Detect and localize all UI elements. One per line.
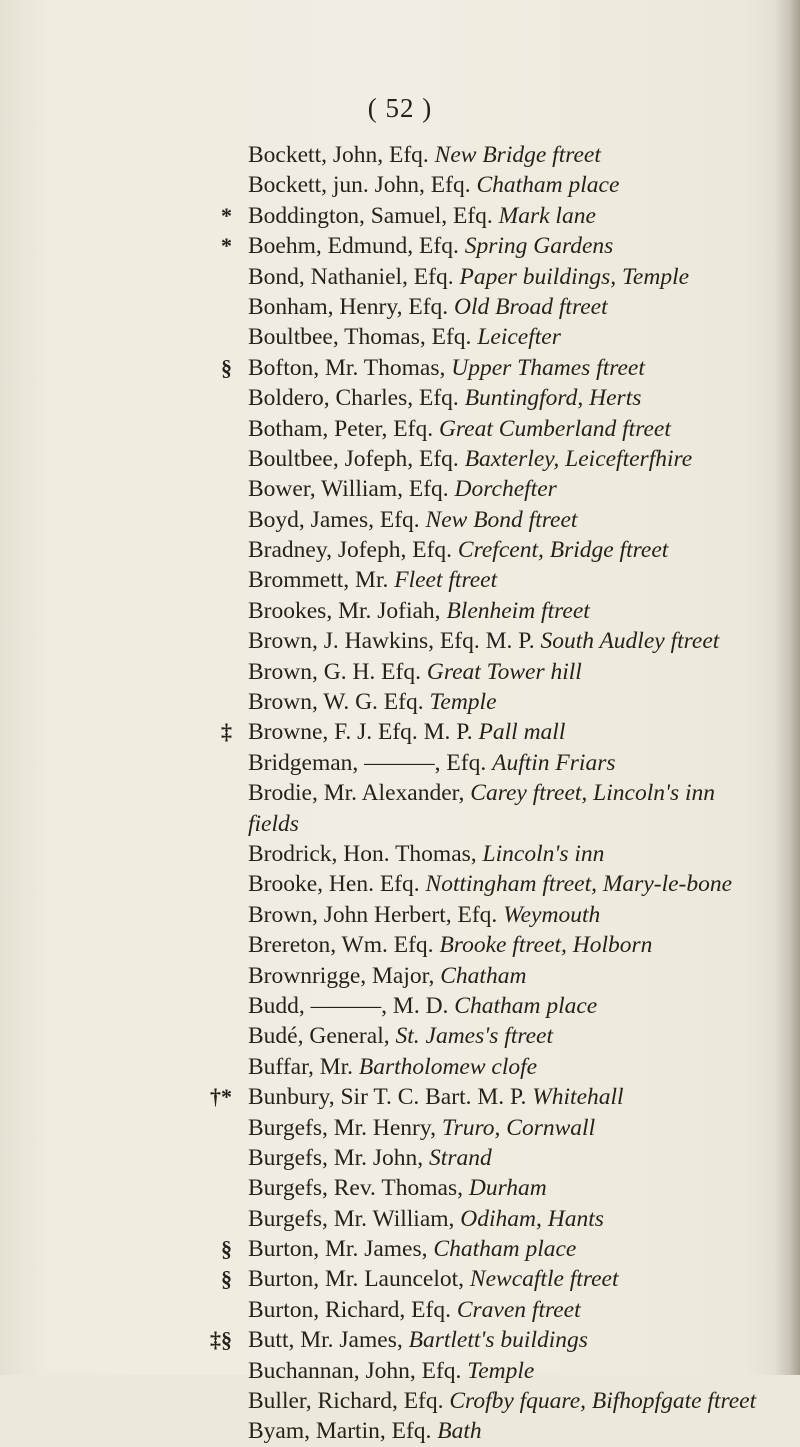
entry-name: Buchannan, John, Efq. — [248, 1357, 462, 1384]
entry-location: Durham — [468, 1175, 547, 1202]
entry-text — [248, 1416, 482, 1446]
entry-text — [248, 1113, 595, 1143]
entry-location: Brooke ftreet, Holborn — [439, 932, 653, 959]
entry-name: Burgefs, Mr. William, — [248, 1205, 455, 1232]
entry-text — [248, 717, 565, 747]
entry-location: Newcaftle ftreet — [469, 1266, 619, 1293]
list-item — [0, 1021, 800, 1051]
list-item — [0, 687, 800, 717]
entry-mark: †* — [210, 1084, 232, 1110]
entry-text — [248, 1173, 547, 1203]
entry-name: Boldero, Charles, Efq. — [248, 385, 459, 412]
entry-text — [248, 1204, 604, 1234]
entry-text — [248, 1325, 588, 1355]
list-item — [0, 1052, 800, 1082]
entry-location: Bath — [437, 1418, 482, 1445]
list-item — [0, 1143, 800, 1173]
entry-location: Auftin Friars — [492, 749, 616, 776]
entry-location: Paper buildings, Temple — [459, 263, 690, 290]
entry-text — [248, 1264, 619, 1294]
entry-location: Dorchefter — [454, 476, 557, 503]
entry-location: Truro, Cornwall — [441, 1114, 596, 1141]
entry-location: Chatham — [440, 962, 527, 989]
entry-text — [248, 1021, 553, 1051]
entry-location: Old Broad ftreet — [454, 293, 608, 320]
entry-name: Bockett, jun. John, Efq. — [248, 172, 471, 199]
list-item — [0, 991, 800, 1021]
list-item — [0, 900, 800, 930]
list-item — [0, 1082, 800, 1112]
entry-text — [248, 535, 668, 565]
list-item — [0, 1295, 800, 1325]
list-item — [0, 353, 800, 383]
entry-text — [248, 201, 596, 231]
entry-text — [248, 505, 577, 535]
entry-name: Burgefs, Mr. Henry, — [248, 1114, 436, 1141]
entry-location: Spring Gardens — [464, 233, 614, 260]
entry-text — [248, 748, 616, 778]
subscriber-list — [0, 140, 800, 1447]
list-item — [0, 748, 800, 778]
entry-name: Bond, Nathaniel, Efq. — [248, 263, 454, 290]
entry-mark: § — [221, 354, 232, 380]
list-item — [0, 839, 800, 869]
list-item — [0, 1356, 800, 1386]
entry-text — [248, 1386, 756, 1416]
entry-name: Boehm, Edmund, Efq. — [248, 233, 459, 260]
entry-text — [248, 900, 600, 930]
entry-name: Burgefs, Mr. John, — [248, 1144, 424, 1171]
entry-location: Bartholomew clofe — [358, 1053, 538, 1080]
entry-location: New Bridge ftreet — [434, 142, 601, 168]
entry-text — [248, 657, 582, 687]
entry-text — [248, 170, 619, 200]
entry-text — [248, 231, 613, 261]
entry-name: Burton, Mr. James, — [248, 1236, 428, 1263]
entry-text — [248, 809, 299, 839]
list-item — [0, 292, 800, 322]
entry-location: Fleet ftreet — [394, 567, 498, 594]
entry-name: Brown, J. Hawkins, Efq. M. P. — [248, 628, 535, 655]
list-item — [0, 414, 800, 444]
entry-text — [248, 1295, 581, 1325]
entry-location: Chatham place — [433, 1236, 577, 1263]
entry-name: Boultbee, Thomas, Efq. — [248, 324, 472, 351]
entry-name: Browne, F. J. Efq. M. P. — [248, 719, 473, 746]
entry-name: Brommett, Mr. — [248, 567, 389, 594]
entry-mark: ‡ — [221, 719, 232, 745]
entry-name: Brodie, Mr. Alexander, — [248, 780, 465, 807]
entry-location: Baxterley, Leicefterfhire — [464, 445, 693, 472]
entry-name: Burgefs, Rev. Thomas, — [248, 1175, 463, 1202]
entry-text — [248, 565, 497, 595]
list-item — [0, 1113, 800, 1143]
entry-name: Brown, G. H. Efq. — [248, 658, 421, 685]
entry-name: Brookes, Mr. Jofiah, — [248, 597, 441, 624]
entry-location: Chatham place — [454, 992, 598, 1019]
entry-text — [248, 1356, 534, 1386]
entry-location: Strand — [429, 1144, 492, 1171]
entry-location: Carey ftreet, Lincoln's inn — [470, 780, 716, 807]
entry-text — [248, 839, 604, 869]
entry-location: Bartlett's buildings — [408, 1327, 588, 1354]
entry-location: St. James's ftreet — [395, 1023, 554, 1050]
entry-name: Budd, ———, M. D. — [248, 992, 449, 1019]
entry-text — [248, 1143, 492, 1173]
entry-name: Bower, William, Efq. — [248, 476, 449, 503]
entry-location: South Audley ftreet — [540, 628, 720, 655]
entry-mark: § — [221, 1236, 232, 1262]
entry-name: Boddington, Samuel, Efq. — [248, 202, 493, 229]
list-item — [0, 657, 800, 687]
entry-text — [248, 596, 590, 626]
entry-name: Botham, Peter, Efq. — [248, 415, 434, 442]
entry-text — [248, 292, 608, 322]
entry-name: Bridgeman, ———, Efq. — [248, 749, 487, 776]
entry-text — [248, 262, 689, 292]
list-item — [0, 869, 800, 899]
entry-name: Brownrigge, Major, — [248, 962, 435, 989]
entry-location: Leicefter — [477, 324, 561, 351]
list-item — [0, 535, 800, 565]
entry-text — [248, 1052, 537, 1082]
entry-location: Odiham, Hants — [460, 1205, 604, 1232]
entry-text — [248, 626, 719, 656]
entry-text — [248, 991, 597, 1021]
entry-location: Chatham place — [476, 172, 620, 199]
list-item — [0, 626, 800, 656]
entry-location: Craven ftreet — [456, 1296, 581, 1323]
list-item — [0, 1234, 800, 1264]
list-item — [0, 231, 800, 261]
entry-location: Blenheim ftreet — [446, 597, 590, 624]
entry-name: Boyd, James, Efq. — [248, 506, 420, 533]
entry-name: Brown, W. G. Efq. — [248, 689, 424, 716]
entry-location: Lincoln's inn — [482, 840, 605, 867]
entry-name: Butt, Mr. James, — [248, 1327, 403, 1354]
entry-text — [248, 322, 561, 352]
entry-name: Buller, Richard, Efq. — [248, 1388, 444, 1415]
entry-name: Bockett, John, Efq. — [248, 142, 429, 168]
list-item — [0, 596, 800, 626]
entry-name: Bofton, Mr. Thomas, — [248, 354, 446, 381]
entry-name: Burton, Richard, Efq. — [248, 1296, 451, 1323]
entry-location: Temple — [467, 1357, 535, 1384]
entry-text — [248, 140, 601, 170]
entry-location: Upper Thames ftreet — [451, 354, 645, 381]
entry-name: Brodrick, Hon. Thomas, — [248, 840, 477, 867]
list-item — [0, 322, 800, 352]
entry-location: Great Tower hill — [426, 658, 582, 685]
list-item — [0, 809, 800, 839]
entry-text — [248, 930, 652, 960]
entry-location: Mark lane — [498, 202, 596, 229]
entry-location: Buntingford, Herts — [464, 385, 642, 412]
entry-name: Brereton, Wm. Efq. — [248, 932, 434, 959]
list-item — [0, 201, 800, 231]
entry-mark: § — [221, 1266, 232, 1292]
list-item — [0, 262, 800, 292]
list-item — [0, 505, 800, 535]
entry-location: Whitehall — [532, 1084, 624, 1111]
list-item — [0, 474, 800, 504]
entry-name: Boultbee, Jofeph, Efq. — [248, 445, 459, 472]
entry-text — [248, 961, 526, 991]
entry-location: Weymouth — [503, 901, 601, 928]
entry-text — [248, 353, 645, 383]
entry-name: Brooke, Hen. Efq. — [248, 871, 420, 898]
entry-mark: * — [221, 233, 232, 259]
list-item — [0, 444, 800, 474]
entry-location: Nottingham ftreet, Mary-le-bone — [425, 871, 733, 898]
list-item — [0, 1264, 800, 1294]
entry-location: Crofby fquare, Bifhopfgate ftreet — [449, 1388, 757, 1415]
entry-text — [248, 1234, 576, 1264]
entry-text — [248, 778, 715, 808]
entry-text — [248, 383, 641, 413]
entry-mark: * — [221, 202, 232, 228]
entry-text — [248, 1082, 624, 1112]
list-item — [0, 1325, 800, 1355]
entry-location: Great Cumberland ftreet — [438, 415, 671, 442]
entry-name: Brown, John Herbert, Efq. — [248, 901, 498, 928]
entry-location: Crefcent, Bridge ftreet — [457, 537, 669, 564]
entry-text — [248, 474, 557, 504]
entry-text — [248, 414, 671, 444]
list-item — [0, 961, 800, 991]
list-item — [0, 565, 800, 595]
entry-text — [248, 869, 732, 899]
list-item — [0, 1173, 800, 1203]
entry-name: Bunbury, Sir T. C. Bart. M. P. — [248, 1084, 527, 1111]
entry-name: Byam, Martin, Efq. — [248, 1418, 432, 1445]
list-item — [0, 140, 800, 170]
list-item — [0, 1204, 800, 1234]
list-item — [0, 717, 800, 747]
entry-name: Burton, Mr. Launcelot, — [248, 1266, 465, 1293]
list-item — [0, 383, 800, 413]
entry-text — [248, 687, 497, 717]
entry-location: Temple — [429, 689, 497, 716]
entry-location: Pall mall — [478, 719, 566, 746]
list-item — [0, 778, 800, 808]
entry-location: fields — [248, 810, 299, 837]
entry-name: Buffar, Mr. — [248, 1053, 354, 1080]
page-number: ( 52 ) — [367, 93, 433, 123]
list-item — [0, 1386, 800, 1416]
entry-name: Budé, General, — [248, 1023, 390, 1050]
entry-text — [248, 444, 692, 474]
list-item — [0, 930, 800, 960]
entry-mark: ‡§ — [210, 1327, 232, 1353]
entry-location: New Bond ftreet — [425, 506, 578, 533]
entry-name: Bradney, Jofeph, Efq. — [248, 537, 453, 564]
entry-name: Bonham, Henry, Efq. — [248, 293, 449, 320]
list-item — [0, 1416, 800, 1446]
list-item — [0, 170, 800, 200]
